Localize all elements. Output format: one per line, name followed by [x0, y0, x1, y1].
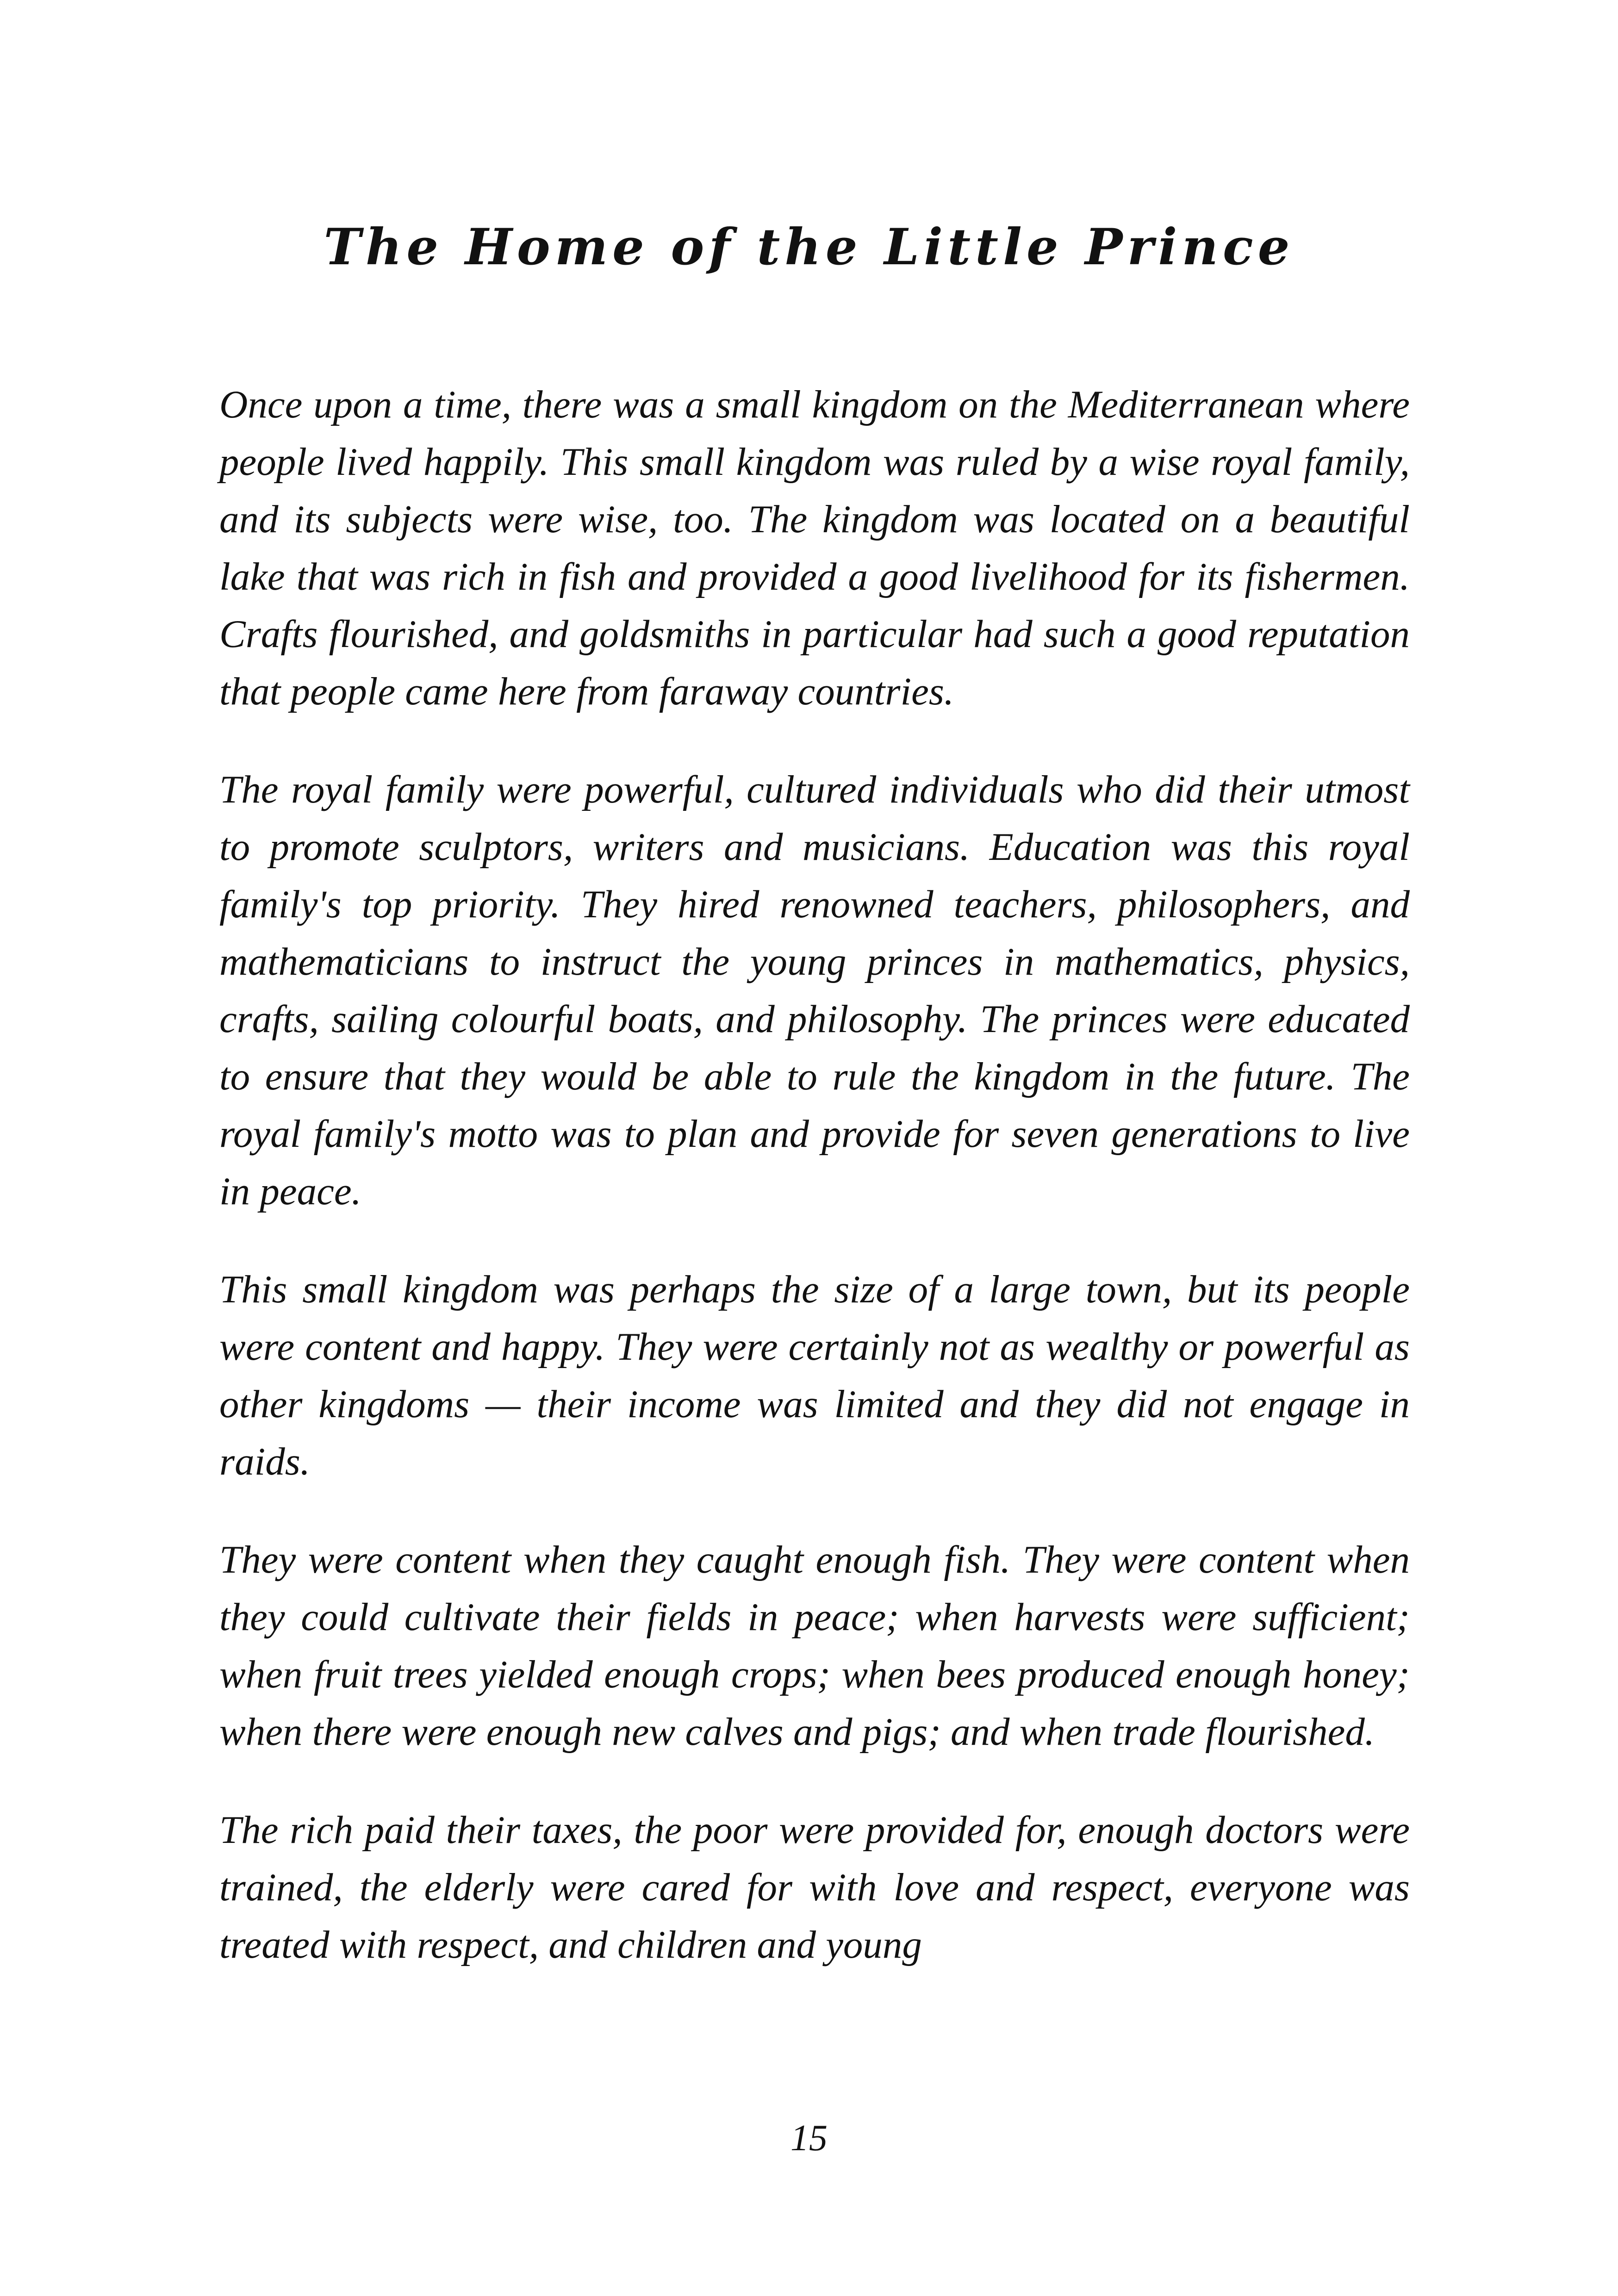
chapter-title: The Home of the Little Prince	[324, 218, 1294, 276]
paragraph-1: Once upon a time, there was a small kingdom on the Mediterranean where people lived happily. This small kingdom was ruled by a wise royal family, and its subjects were wise, too. The kingdom was located on a beautiful lake that was rich in fish and provided a good livelihood for its fishermen. Crafts flourished, and goldsmiths in particular had such a good reputation that people came here from faraway countries.	[219, 383, 1410, 713]
chapter-body	[219, 376, 1410, 2014]
paragraph-5: The rich paid their taxes, the poor were provided for, enough doctors were trained, the elderly were cared for with love and respect, everyone was treated with respect, and children and young	[219, 1808, 1410, 1966]
paragraph-4: They were content when they caught enough fish. They were content when they could cultivate their fields in peace; when harvests were sufficient; when fruit trees yielded enough crops; when bees produced enough honey; when there were enough new calves and pigs; and when trade flourished.	[219, 1538, 1410, 1754]
page-number: 15	[790, 2118, 828, 2159]
paragraph-2: The royal family were powerful, cultured individuals who did their utmost to promote sculptors, writers and musicians. Education was this royal family's top priority. They hired renowned teachers, philosophers, and mathematicians to instruct the young princes in mathematics, physics, crafts, sailing colourful boats, and philosophy. The princes were educated to ensure that they would be able to rule the kingdom in the future. The royal family's motto was to plan and provide for seven generations to live in peace.	[219, 768, 1410, 1213]
paragraph-3: This small kingdom was perhaps the size of a large town, but its people were content and happy. They were certainly not as wealthy or powerful as other kingdoms — their income was limited and they did not engage in raids.	[219, 1268, 1410, 1483]
